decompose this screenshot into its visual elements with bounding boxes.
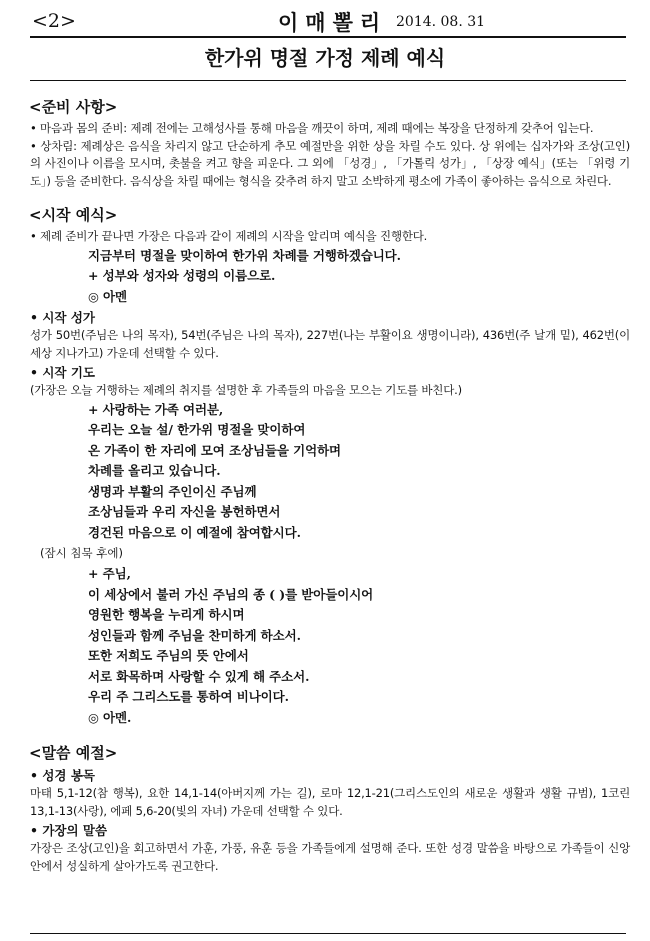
section-heading: <말씀 예절> [29, 744, 118, 762]
section-opening-rite [30, 204, 630, 728]
page-header [30, 6, 626, 38]
section-heading: <시작 예식> [29, 206, 118, 224]
prayer-line: + 사랑하는 가족 여러분, [88, 401, 224, 417]
hymn-text: 성가 50번(주님은 나의 목자), 54번(주님은 나의 목자), 227번(나는 부활이요 생명이니라), 436번(주 날개 밑), 462번(이 세상 지나가고) 가운데 선택할 수 있다. [30, 328, 630, 360]
section-preparation [30, 96, 630, 190]
prayer-line: 조상님들과 우리 자신을 봉헌하면서 [88, 504, 281, 519]
prayer-line: 이 세상에서 불러 가신 주님의 종 ( )를 받아들이시어 [88, 586, 374, 602]
issue-date: 2014. 08. 31 [396, 14, 486, 30]
prayer-line: 우리 주 그리스도를 통하여 비나이다. [88, 689, 289, 704]
words-text: 가장은 조상(고인)을 회고하면서 가훈, 가풍, 유훈 등을 가족들에게 설명해 준다. 또한 성경 말씀을 바탕으로 가족들이 신앙 안에서 성실하게 살아가도록 권고한다. [30, 841, 630, 873]
prayer-note: (가장은 오늘 거행하는 제례의 취지를 설명한 후 가족들의 마음을 모으는 기도를 바친다.) [30, 383, 462, 397]
prayer-line: ◎ 아멘. [88, 709, 132, 725]
prayer-line: + 성부와 성자와 성령의 이름으로. [88, 268, 276, 283]
prayer-line: 생명과 부활의 주인이신 주님께 [88, 483, 257, 499]
prayer-line: 성인들과 함께 주님을 찬미하게 하소서. [88, 627, 301, 643]
prayer-line: 차례를 올리고 있습니다. [88, 463, 221, 478]
hymn-heading: • 시작 성가 [30, 310, 95, 325]
reading-text: 마태 5,1-12(참 행복), 요한 14,1-14(아버지께 가는 길), 로마 12,1-21(그리스도인의 새로운 생활과 생활 규범), 1코린 13,1-13(사랑), 에페 5,6-20(빛의 자녀) 가운데 선택할 수 있다. [30, 786, 630, 818]
section-heading: <준비 사항> [29, 98, 118, 116]
prayer-line: 경건된 마음으로 이 예절에 참여합시다. [88, 524, 301, 540]
prayer-line: + 주님, [88, 566, 131, 581]
page-number: <2> [32, 10, 76, 32]
section-liturgy-of-word [30, 742, 630, 875]
paragraph-table-setting: • 상차림: 제례상은 음식을 차리지 않고 단순하게 추모 예절만을 위한 상을 차릴 수도 있다. 상 위에는 십자가와 조상(고인)의 사진이나 이름을 모시며, 촛불을 켜고 향을 피운다. 그 외에 「성경」, 「가톨릭 성가」, 「상장 예식」(또는 「위령 기도」) 등을 준비한다. 음식상을 차릴 때에는 형식을 갖추려 하지 말고 소박하게 평소에 가족이 좋아하는 음식으로 차린다. [30, 138, 630, 188]
prayer-heading: • 시작 기도 [30, 365, 95, 380]
words-heading: • 가장의 말씀 [30, 823, 108, 838]
prayer-line: 우리는 오늘 설/ 한가위 명절을 맞이하여 [88, 422, 306, 437]
paragraph-mind-body: • 마음과 몸의 준비: 제례 전에는 고해성사를 통해 마음을 깨끗이 하며, 제례 때에는 복장을 단정하게 갖추어 입는다. [30, 121, 594, 135]
article-body [30, 96, 630, 875]
prayer-line: ◎ 아멘 [88, 288, 128, 304]
publication-name: 이매뽈리 [278, 11, 388, 35]
silence-note: (잠시 침묵 후에) [40, 546, 123, 560]
prayer-line: 영원한 행복을 누리게 하시며 [88, 607, 245, 622]
reading-heading: • 성경 봉독 [30, 768, 95, 783]
prayer-line: 지금부터 명절을 맞이하여 한가위 차례를 거행하겠습니다. [88, 247, 401, 263]
title-divider [30, 80, 626, 81]
footer-divider [30, 933, 626, 934]
prayer-line: 또한 저희도 주님의 뜻 안에서 [88, 648, 249, 663]
opening-intro: • 제례 준비가 끝나면 가장은 다음과 같이 제례의 시작을 알리며 예식을 진행한다. [30, 229, 428, 243]
prayer-line: 온 가족이 한 자리에 모여 조상님들을 기억하며 [88, 442, 342, 458]
prayer-line: 서로 화목하며 사랑할 수 있게 해 주소서. [88, 668, 310, 684]
page-title: 한가위 명절 가정 제례 예식 [204, 46, 446, 70]
